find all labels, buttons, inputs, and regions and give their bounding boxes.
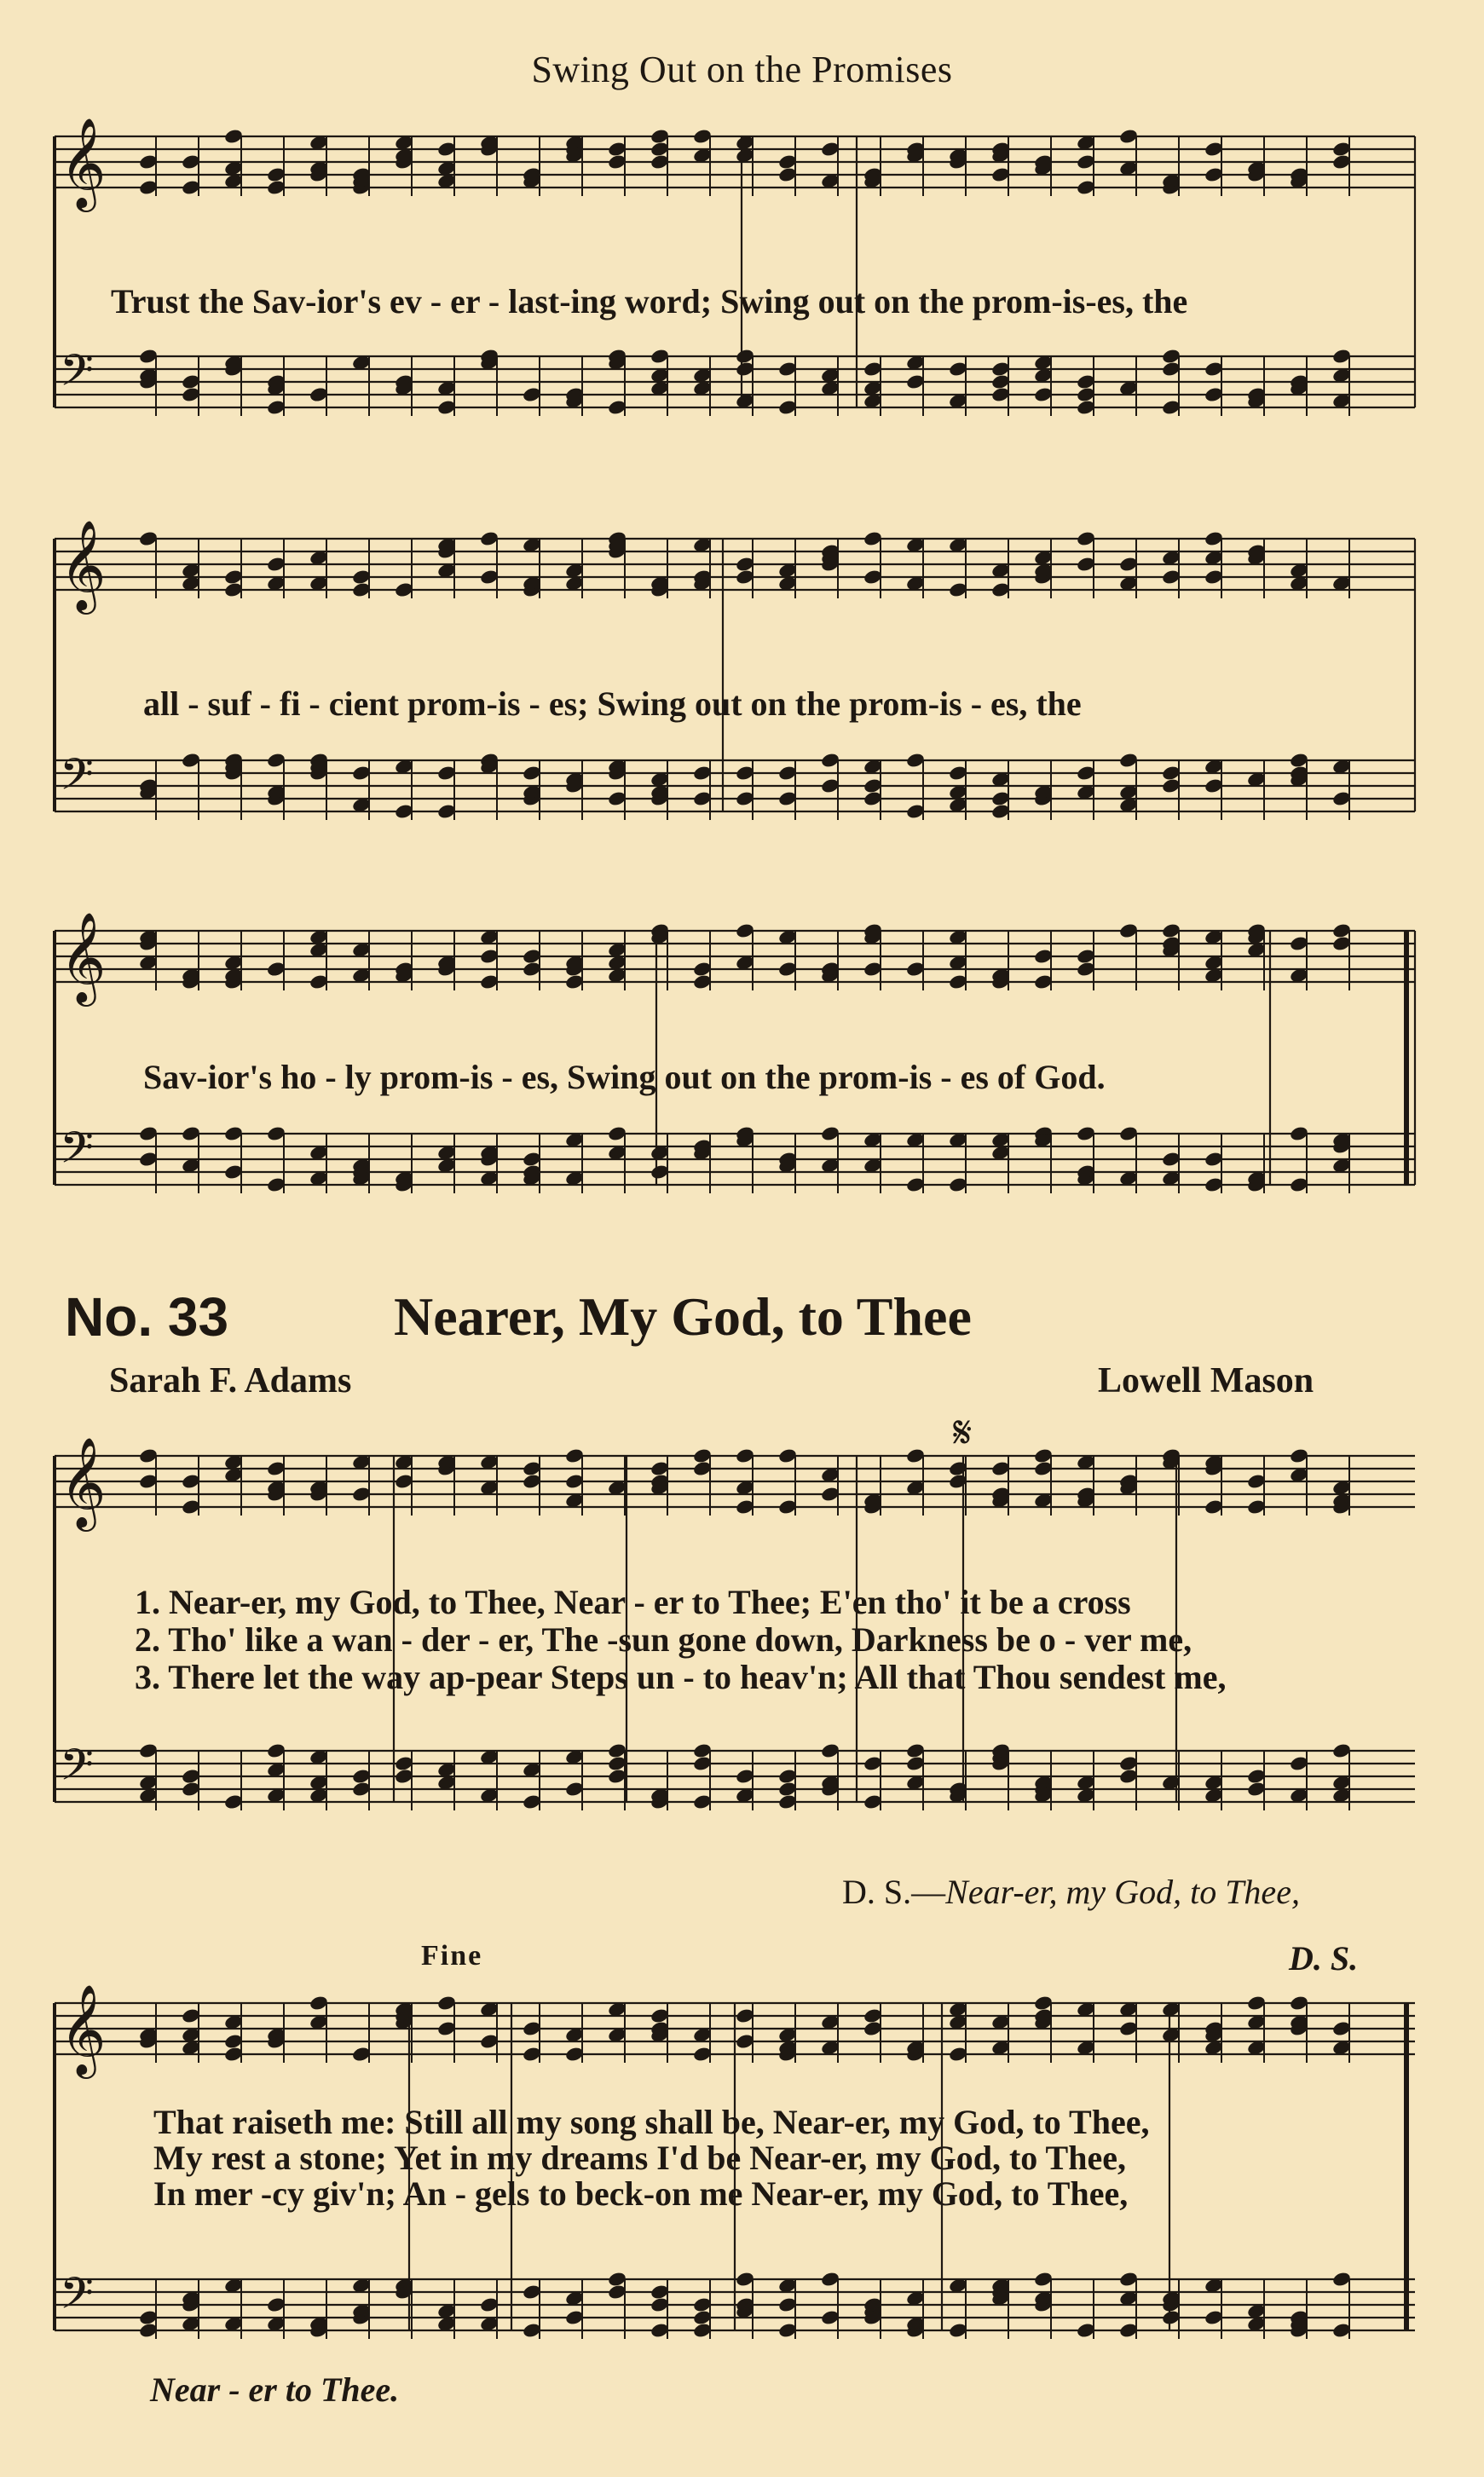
verse-lyric-line: My rest a stone; Yet in my dreams I'd be Near-er, my God, to Thee, bbox=[153, 2139, 1126, 2177]
treble-clef-icon: 𝄞 bbox=[60, 1983, 107, 2075]
bass-clef-icon: 𝄢 bbox=[60, 2267, 94, 2330]
ds-prefix: D. S.— bbox=[842, 1873, 946, 1911]
chorus-lyric-line: all - suf - fi - cient prom-is - es; Swing out on the prom-is - es, the bbox=[143, 684, 1082, 723]
bass-clef-icon: 𝄢 bbox=[60, 1122, 94, 1184]
verse-lyric-line: 2. Tho' like a wan - der - er, The -sun gone down, Darkness be o - ver me, bbox=[135, 1620, 1192, 1659]
hymn-composer: Lowell Mason bbox=[1098, 1361, 1314, 1400]
page-heading: Swing Out on the Promises bbox=[531, 49, 953, 90]
bass-clef-icon: 𝄢 bbox=[60, 1739, 94, 1801]
treble-clef-icon: 𝄞 bbox=[60, 117, 107, 208]
treble-clef-icon: 𝄞 bbox=[60, 519, 107, 610]
chorus-lyric-line: Sav-ior's ho - ly prom-is - es, Swing out on the prom-is - es of God. bbox=[143, 1058, 1106, 1096]
hymn-title: Nearer, My God, to Thee bbox=[394, 1286, 972, 1347]
treble-clef-icon: 𝄞 bbox=[60, 911, 107, 1002]
ds-mark: D. S. bbox=[1289, 1939, 1359, 1978]
ds-text: Near-er, my God, to Thee, bbox=[945, 1873, 1300, 1911]
chorus-lyric-line: Trust the Sav-ior's ev - er - last-ing word; Swing out on the prom-is-es, the bbox=[111, 282, 1188, 320]
treble-clef-icon: 𝄞 bbox=[60, 1436, 107, 1527]
coda-text: Near - er to Thee. bbox=[150, 2370, 400, 2409]
bass-clef-icon: 𝄢 bbox=[60, 344, 94, 407]
verse-lyric-line: 3. There let the way ap-pear Steps un - to heav'n; All that Thou sendest me, bbox=[135, 1658, 1227, 1696]
verse-lyric-line: 1. Near-er, my God, to Thee, Near - er to Thee; E'en tho' it be a cross bbox=[135, 1583, 1131, 1621]
segno-icon: 𝄋 bbox=[953, 1409, 973, 1458]
ds-instruction bbox=[842, 1872, 1300, 1912]
verse-lyric-line: That raiseth me: Still all my song shall be, Near-er, my God, to Thee, bbox=[153, 2103, 1150, 2141]
verse-lyric-line: In mer -cy giv'n; An - gels to beck-on me Near-er, my God, to Thee, bbox=[153, 2174, 1129, 2213]
hymn-author: Sarah F. Adams bbox=[109, 1361, 352, 1400]
fine-mark: Fine bbox=[421, 1940, 483, 1972]
hymn-number: No. 33 bbox=[65, 1286, 229, 1348]
bass-clef-icon: 𝄢 bbox=[60, 748, 94, 811]
